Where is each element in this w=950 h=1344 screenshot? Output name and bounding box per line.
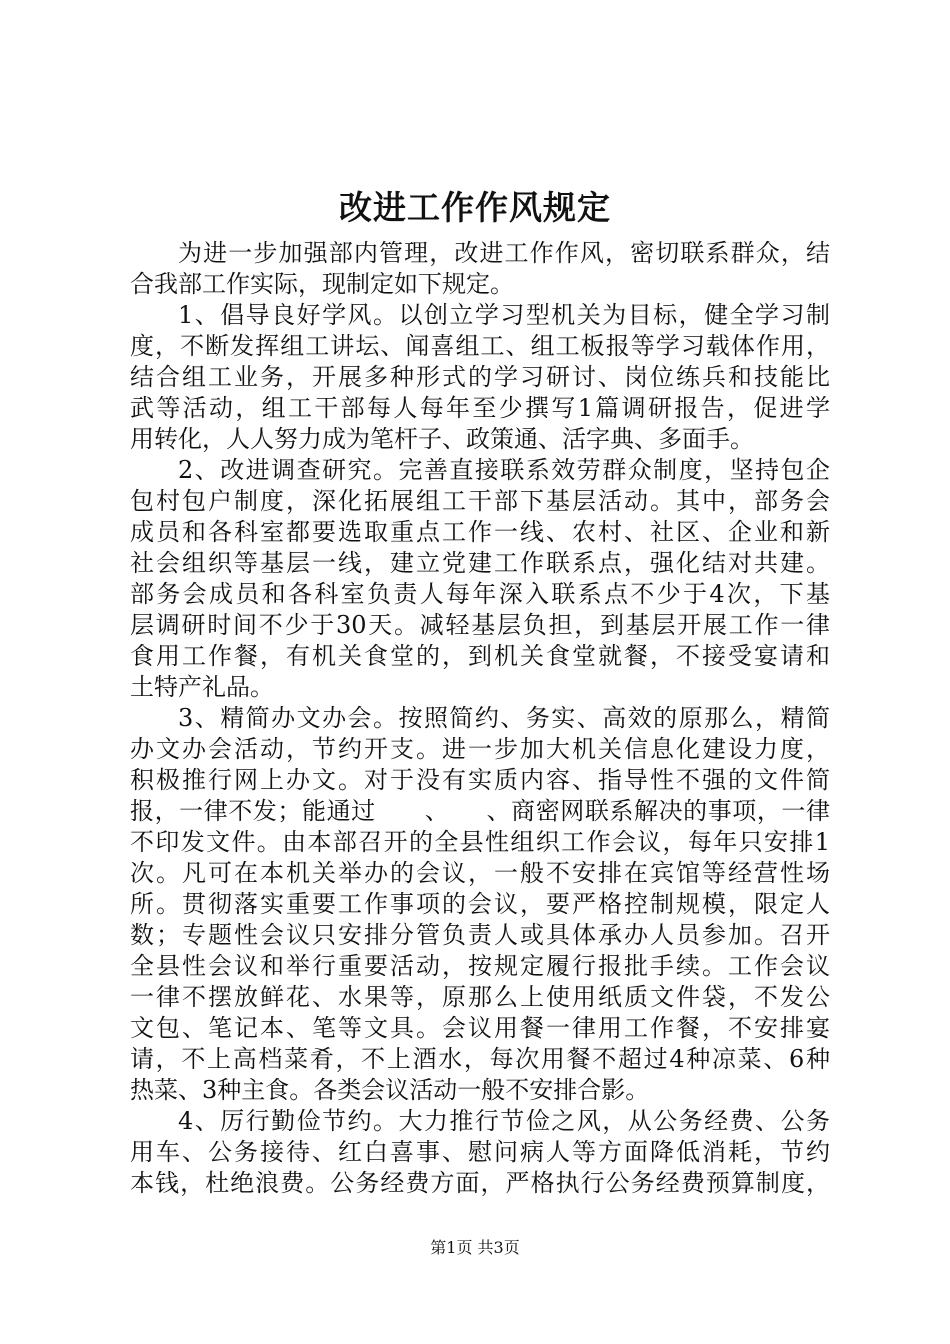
body-line: 用车、公务接待、红白喜事、慰问病人等方面降低消耗，节约 bbox=[130, 1138, 830, 1166]
body-line: 4、厉行勤俭节约。大力推行节俭之风，从公务经费、公务 bbox=[178, 1107, 830, 1135]
body-line: 成员和各科室都要选取重点工作一线、农村、社区、企业和新 bbox=[130, 518, 830, 546]
body-line: 1、倡导良好学风。以创立学习型机关为目标，健全学习制 bbox=[178, 301, 830, 329]
body-line: 武等活动，组工干部每人每年至少撰写1篇调研报告，促进学 bbox=[130, 394, 830, 422]
body-line: 报，一律不发；能通过 、 、商密网联系解决的事项，一律 bbox=[130, 797, 830, 825]
body-line: 社会组织等基层一线，建立党建工作联系点，强化结对共建。 bbox=[130, 549, 830, 577]
body-line: 为进一步加强部内管理，改进工作作风，密切联系群众，结 bbox=[178, 239, 830, 267]
body-line: 请，不上高档菜肴，不上酒水，每次用餐不超过4种凉菜、6种 bbox=[130, 1045, 830, 1073]
body-line: 办文办会活动，节约开支。进一步加大机关信息化建设力度， bbox=[130, 735, 830, 763]
body-line: 次。凡可在本机关举办的会议，一般不安排在宾馆等经营性场 bbox=[130, 859, 830, 887]
document-body bbox=[130, 238, 830, 1199]
body-line: 不印发文件。由本部召开的全县性组织工作会议，每年只安排1 bbox=[130, 828, 830, 856]
body-line: 部务会成员和各科室负责人每年深入联系点不少于4次，下基 bbox=[130, 580, 830, 608]
body-line: 数；专题性会议只安排分管负责人或具体承办人员参加。召开 bbox=[130, 921, 830, 949]
body-line: 所。贯彻落实重要工作事项的会议，要严格控制规模，限定人 bbox=[130, 890, 830, 918]
body-line: 热菜、3种主食。各类会议活动一般不安排合影。 bbox=[130, 1076, 650, 1104]
page-number-footer: 第1页 共3页 bbox=[430, 1238, 520, 1257]
body-line: 全县性会议和举行重要活动，按规定履行报批手续。工作会议 bbox=[130, 952, 830, 980]
body-line: 一律不摆放鲜花、水果等，原那么上使用纸质文件袋，不发公 bbox=[130, 983, 830, 1011]
body-line: 3、精简办文办会。按照简约、务实、高效的原那么，精简 bbox=[178, 704, 830, 732]
body-line: 度，不断发挥组工讲坛、闻喜组工、组工板报等学习载体作用， bbox=[130, 332, 830, 360]
body-line: 文包、笔记本、笔等文具。会议用餐一律用工作餐，不安排宴 bbox=[130, 1014, 830, 1042]
body-line: 合我部工作实际，现制定如下规定。 bbox=[130, 270, 514, 298]
document-title: 改进工作作风规定 bbox=[339, 188, 611, 227]
body-line: 积极推行网上办文。对于没有实质内容、指导性不强的文件简 bbox=[130, 766, 830, 794]
body-line: 2、改进调查研究。完善直接联系效劳群众制度，坚持包企 bbox=[178, 456, 830, 484]
body-line: 用转化，人人努力成为笔杆子、政策通、活字典、多面手。 bbox=[130, 425, 754, 453]
body-line: 土特产礼品。 bbox=[130, 673, 274, 701]
body-line: 包村包户制度，深化拓展组工干部下基层活动。其中，部务会 bbox=[130, 487, 830, 515]
body-line: 本钱，杜绝浪费。公务经费方面，严格执行公务经费预算制度， bbox=[130, 1169, 830, 1197]
body-line: 层调研时间不少于30天。减轻基层负担，到基层开展工作一律 bbox=[130, 611, 830, 639]
body-line: 食用工作餐，有机关食堂的，到机关食堂就餐，不接受宴请和 bbox=[130, 642, 830, 670]
body-line: 结合组工业务，开展多种形式的学习研讨、岗位练兵和技能比 bbox=[130, 363, 830, 391]
